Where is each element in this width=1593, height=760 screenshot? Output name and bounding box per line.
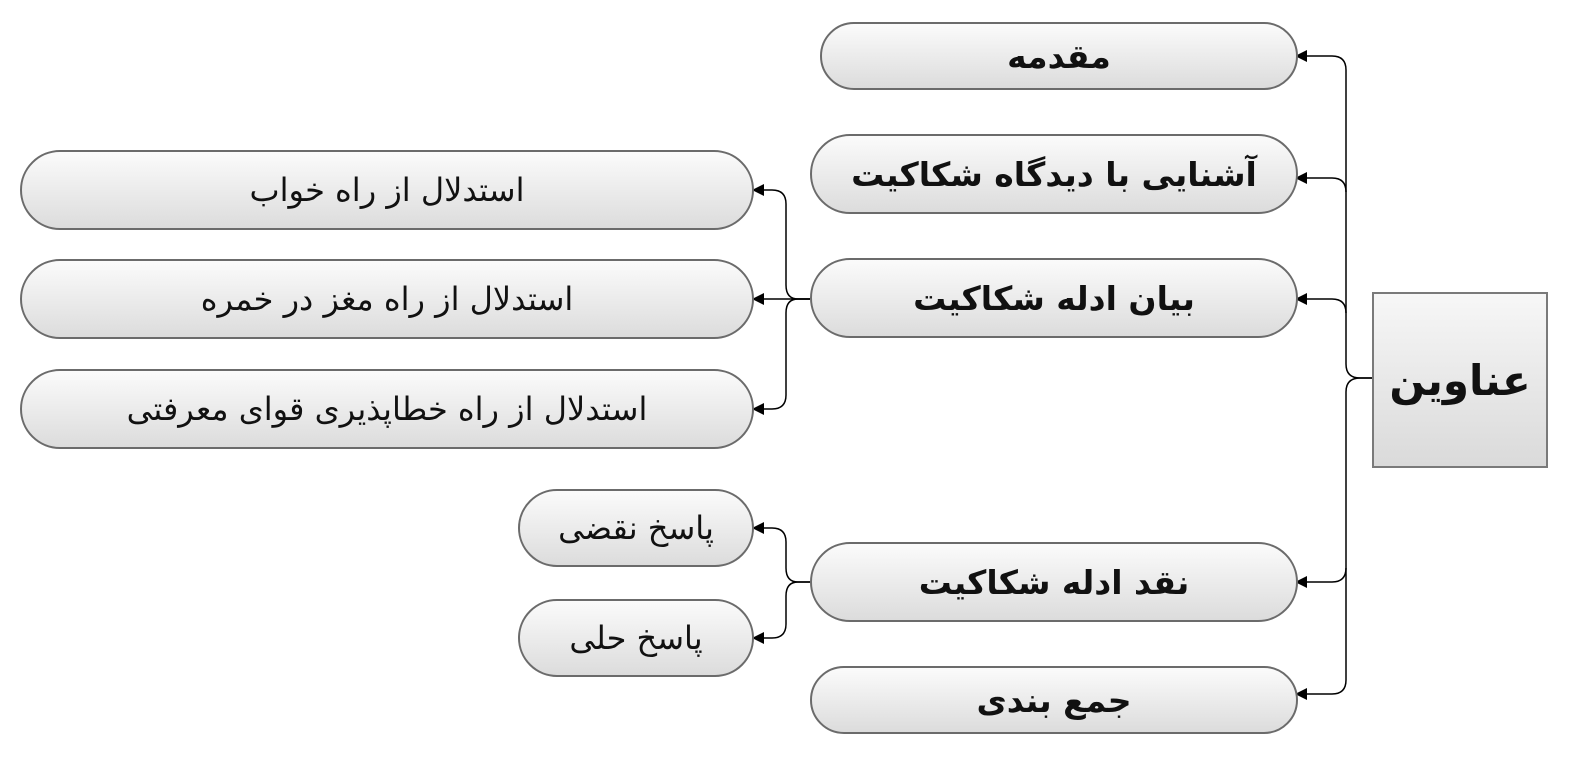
child-node-fallibility-argument[interactable]: استدلال از راه خطاپذیری قوای معرفتی: [20, 369, 754, 449]
connector-root-topic-2: [1297, 178, 1346, 192]
connector-topic-3-child-1: [754, 190, 810, 299]
connector-topic-3-child-3: [754, 299, 810, 409]
connector-topic-4-child-1: [754, 528, 810, 582]
connector-root-topic-5: [1297, 568, 1346, 694]
connector-topic-4-child-2: [754, 582, 810, 638]
root-node[interactable]: عناوین: [1372, 292, 1548, 468]
topic-node-skepticism-view[interactable]: آشنایی با دیدگاه شکاکیت: [810, 134, 1298, 214]
connector-root-topic-4: [1297, 378, 1372, 582]
child-node-solution-answer[interactable]: پاسخ حلی: [518, 599, 754, 677]
connector-root-topic-1: [1297, 56, 1372, 378]
child-node-brain-in-vat-argument[interactable]: استدلال از راه مغز در خمره: [20, 259, 754, 339]
topic-node-introduction[interactable]: مقدمه: [820, 22, 1298, 90]
topic-node-conclusion[interactable]: جمع بندی: [810, 666, 1298, 734]
topic-node-skepticism-arguments[interactable]: بیان ادله شکاکیت: [810, 258, 1298, 338]
child-node-counterexample-answer[interactable]: پاسخ نقضی: [518, 489, 754, 567]
topic-node-critique-arguments[interactable]: نقد ادله شکاکیت: [810, 542, 1298, 622]
connector-root-topic-3: [1297, 299, 1346, 313]
child-node-dream-argument[interactable]: استدلال از راه خواب: [20, 150, 754, 230]
